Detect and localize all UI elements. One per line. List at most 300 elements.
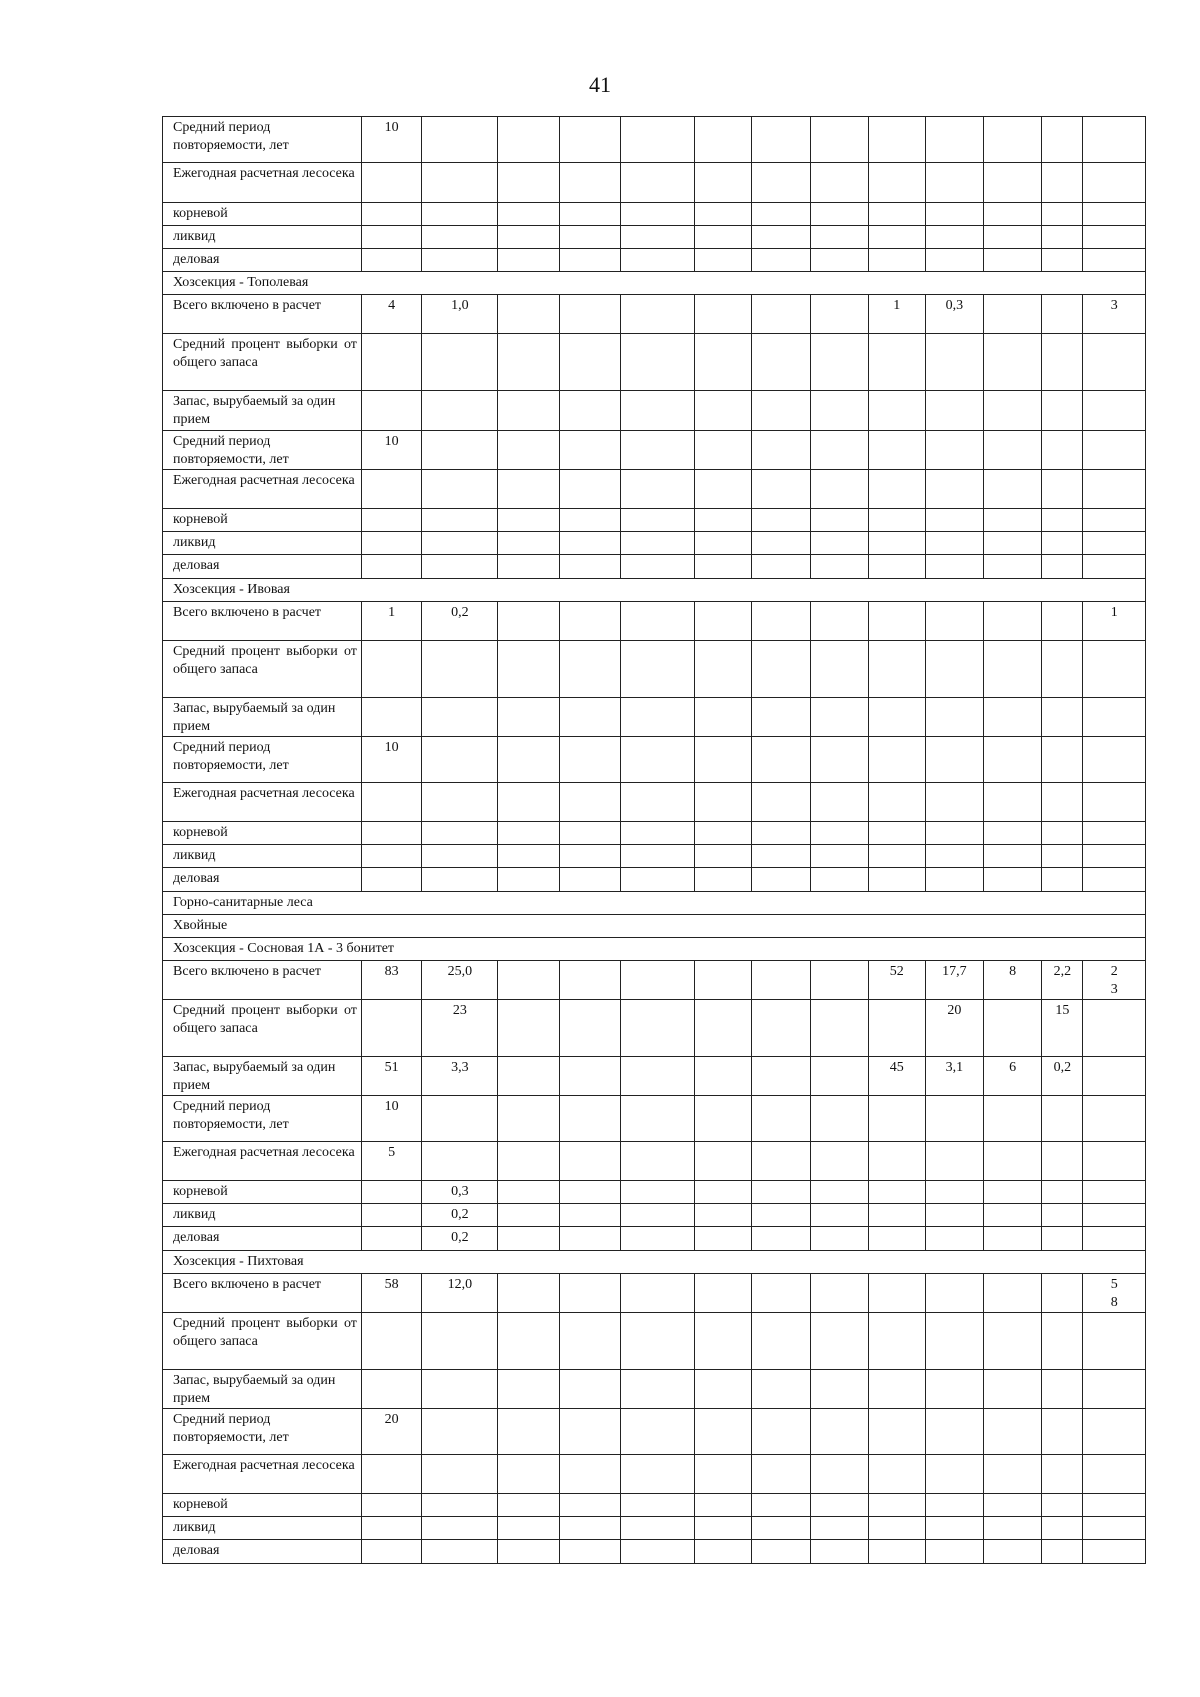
row-label: Запас, вырубаемый за один прием	[163, 1057, 362, 1096]
table-cell	[810, 295, 868, 334]
table-cell	[695, 1313, 752, 1370]
table-cell	[810, 1057, 868, 1096]
cell-line: 3	[1110, 982, 1118, 997]
table-cell	[752, 509, 810, 532]
table-cell	[1083, 203, 1146, 226]
table-cell: 3	[1083, 295, 1146, 334]
table-cell	[361, 1227, 421, 1251]
row-label: ликвид	[163, 845, 362, 868]
table-cell	[984, 1540, 1042, 1564]
table-cell	[868, 226, 925, 249]
table-cell: 5	[361, 1142, 421, 1181]
table-cell: 2,2	[1042, 961, 1083, 1000]
table-cell	[925, 532, 983, 555]
table-cell	[868, 1181, 925, 1204]
table-cell	[422, 1096, 498, 1142]
section-header-row	[163, 1251, 1146, 1274]
table-cell	[1083, 961, 1146, 1000]
table-row	[163, 470, 1146, 509]
table-cell	[868, 163, 925, 203]
table-cell	[984, 203, 1042, 226]
table-cell	[559, 470, 620, 509]
table-row	[163, 1142, 1146, 1181]
table-row	[163, 1227, 1146, 1251]
table-cell	[868, 249, 925, 272]
table-cell	[695, 1181, 752, 1204]
table-cell	[1083, 1057, 1146, 1096]
table-cell	[810, 249, 868, 272]
table-cell: 0,2	[422, 602, 498, 641]
table-cell	[1042, 249, 1083, 272]
table-cell	[810, 1096, 868, 1142]
table-cell	[559, 737, 620, 783]
row-label: Средний период повторяемости, лет	[163, 117, 362, 163]
table-cell	[810, 117, 868, 163]
table-cell	[422, 226, 498, 249]
table-cell	[559, 1057, 620, 1096]
table-cell	[498, 698, 559, 737]
table-cell	[498, 431, 559, 470]
table-cell	[810, 822, 868, 845]
table-cell	[925, 641, 983, 698]
table-cell	[559, 226, 620, 249]
table-cell	[621, 295, 695, 334]
table-cell	[361, 509, 421, 532]
table-cell	[925, 226, 983, 249]
row-label: деловая	[163, 868, 362, 892]
table-cell	[925, 822, 983, 845]
table-cell	[752, 163, 810, 203]
table-cell	[868, 737, 925, 783]
table-cell	[498, 783, 559, 822]
table-cell	[621, 117, 695, 163]
table-cell	[498, 868, 559, 892]
table-cell	[984, 431, 1042, 470]
table-cell	[752, 845, 810, 868]
table-cell	[422, 203, 498, 226]
table-cell	[422, 845, 498, 868]
table-cell	[498, 1000, 559, 1057]
table-cell	[422, 1142, 498, 1181]
table-cell	[695, 1517, 752, 1540]
table-cell	[925, 1370, 983, 1409]
table-cell	[925, 783, 983, 822]
table-cell	[752, 532, 810, 555]
table-cell	[621, 1227, 695, 1251]
section-header-row	[163, 915, 1146, 938]
table-cell	[422, 249, 498, 272]
row-label: Средний период повторяемости, лет	[163, 1409, 362, 1455]
table-cell	[868, 783, 925, 822]
table-cell	[559, 1142, 620, 1181]
table-cell	[361, 698, 421, 737]
table-cell	[752, 203, 810, 226]
table-cell	[361, 1181, 421, 1204]
table-cell	[559, 431, 620, 470]
row-label: Всего включено в расчет	[163, 1274, 362, 1313]
table-cell	[559, 334, 620, 391]
table-row	[163, 822, 1146, 845]
table-cell	[559, 822, 620, 845]
table-cell	[752, 1057, 810, 1096]
row-label: Ежегодная расчетная лесосека	[163, 163, 362, 203]
table-cell	[361, 226, 421, 249]
table-cell	[810, 641, 868, 698]
table-cell	[498, 203, 559, 226]
table-cell	[422, 117, 498, 163]
table-cell	[1083, 163, 1146, 203]
table-cell	[752, 1227, 810, 1251]
table-cell	[498, 295, 559, 334]
table-cell	[422, 163, 498, 203]
table-cell: 6	[984, 1057, 1042, 1096]
table-cell	[984, 1096, 1042, 1142]
table-cell	[925, 117, 983, 163]
table-cell	[621, 1000, 695, 1057]
table-cell	[1042, 737, 1083, 783]
table-cell	[695, 1455, 752, 1494]
table-cell	[695, 1227, 752, 1251]
table-cell	[752, 737, 810, 783]
table-row	[163, 1370, 1146, 1409]
table-cell	[810, 1313, 868, 1370]
table-cell: 0,3	[925, 295, 983, 334]
table-cell	[810, 1000, 868, 1057]
table-row	[163, 698, 1146, 737]
table-cell	[752, 1409, 810, 1455]
row-label: Ежегодная расчетная лесосека	[163, 1142, 362, 1181]
table-cell	[422, 1455, 498, 1494]
row-label: Ежегодная расчетная лесосека	[163, 1455, 362, 1494]
table-cell	[810, 1274, 868, 1313]
table-row	[163, 1494, 1146, 1517]
table-cell	[621, 249, 695, 272]
table-cell	[1042, 1313, 1083, 1370]
table-cell	[559, 1227, 620, 1251]
row-label: ликвид	[163, 1517, 362, 1540]
table-cell	[559, 249, 620, 272]
table-cell	[422, 509, 498, 532]
table-cell	[559, 203, 620, 226]
table-cell	[752, 1540, 810, 1564]
row-label: Средний период повторяемости, лет	[163, 737, 362, 783]
table-cell	[1083, 1181, 1146, 1204]
table-cell	[695, 431, 752, 470]
table-cell	[925, 431, 983, 470]
table-cell	[621, 163, 695, 203]
table-cell: 4	[361, 295, 421, 334]
table-cell	[1042, 1370, 1083, 1409]
table-cell	[868, 117, 925, 163]
table-cell	[695, 822, 752, 845]
table-cell	[559, 1517, 620, 1540]
table-cell	[925, 1181, 983, 1204]
table-cell	[695, 1057, 752, 1096]
table-cell	[752, 1142, 810, 1181]
table-cell	[1083, 641, 1146, 698]
table-cell	[1083, 391, 1146, 431]
table-cell	[1042, 868, 1083, 892]
table-cell	[810, 509, 868, 532]
section-header-row	[163, 892, 1146, 915]
table-cell	[695, 1096, 752, 1142]
cell-line: 2	[1110, 964, 1118, 979]
table-cell	[422, 783, 498, 822]
table-cell	[422, 737, 498, 783]
table-cell	[1083, 783, 1146, 822]
table-cell	[868, 509, 925, 532]
table-cell	[621, 555, 695, 579]
table-cell	[361, 391, 421, 431]
table-cell	[752, 1370, 810, 1409]
table-cell	[1083, 1517, 1146, 1540]
table-cell	[752, 295, 810, 334]
table-cell	[1083, 509, 1146, 532]
table-cell	[1083, 117, 1146, 163]
table-row	[163, 961, 1146, 1000]
table-cell	[621, 334, 695, 391]
row-label: Запас, вырубаемый за один прием	[163, 1370, 362, 1409]
table-cell	[752, 334, 810, 391]
table-cell	[1083, 1540, 1146, 1564]
table-cell	[621, 845, 695, 868]
table-cell	[498, 1494, 559, 1517]
table-cell	[984, 1274, 1042, 1313]
table-cell	[810, 868, 868, 892]
table-cell	[695, 845, 752, 868]
table-cell	[1042, 203, 1083, 226]
table-row	[163, 163, 1146, 203]
table-cell	[621, 1313, 695, 1370]
table-cell	[925, 1274, 983, 1313]
table-row	[163, 641, 1146, 698]
table-cell	[498, 391, 559, 431]
row-label: ликвид	[163, 532, 362, 555]
table-cell: 3,3	[422, 1057, 498, 1096]
row-label: ликвид	[163, 1204, 362, 1227]
table-cell: 3,1	[925, 1057, 983, 1096]
table-cell	[925, 737, 983, 783]
table-cell	[559, 1204, 620, 1227]
table-cell	[868, 868, 925, 892]
table-cell: 10	[361, 737, 421, 783]
table-cell	[498, 470, 559, 509]
table-cell	[1042, 470, 1083, 509]
table-cell	[925, 1227, 983, 1251]
table-cell	[810, 1494, 868, 1517]
table-cell	[810, 1181, 868, 1204]
table-cell	[695, 226, 752, 249]
table-row	[163, 391, 1146, 431]
table-cell	[1083, 1142, 1146, 1181]
table-cell	[1042, 117, 1083, 163]
table-cell	[498, 1313, 559, 1370]
table-cell	[1042, 1204, 1083, 1227]
table-cell: 20	[361, 1409, 421, 1455]
table-cell	[1083, 334, 1146, 391]
table-cell	[984, 1142, 1042, 1181]
table-row	[163, 295, 1146, 334]
table-cell	[984, 1204, 1042, 1227]
table-row	[163, 602, 1146, 641]
table-cell	[422, 641, 498, 698]
table-cell	[559, 1494, 620, 1517]
table-cell	[1042, 509, 1083, 532]
table-cell	[868, 391, 925, 431]
table-row	[163, 1517, 1146, 1540]
table-cell	[695, 555, 752, 579]
table-cell	[695, 470, 752, 509]
table-cell	[984, 1494, 1042, 1517]
table-cell	[422, 698, 498, 737]
table-cell	[810, 391, 868, 431]
table-cell	[868, 334, 925, 391]
table-cell	[925, 203, 983, 226]
table-cell	[695, 783, 752, 822]
table-cell	[498, 822, 559, 845]
table-cell	[559, 555, 620, 579]
table-cell	[1042, 602, 1083, 641]
table-cell	[810, 1455, 868, 1494]
table-row	[163, 249, 1146, 272]
table-cell	[925, 1540, 983, 1564]
table-cell	[1042, 1227, 1083, 1251]
table-cell	[361, 1455, 421, 1494]
table-cell	[1083, 431, 1146, 470]
row-label: корневой	[163, 203, 362, 226]
table-cell	[925, 868, 983, 892]
table-cell	[498, 334, 559, 391]
table-cell	[868, 1096, 925, 1142]
table-cell	[559, 532, 620, 555]
table-cell	[984, 470, 1042, 509]
table-cell	[422, 822, 498, 845]
table-cell	[361, 845, 421, 868]
table-cell	[752, 698, 810, 737]
table-row	[163, 226, 1146, 249]
table-cell	[361, 1313, 421, 1370]
table-cell	[498, 1409, 559, 1455]
table-cell	[810, 532, 868, 555]
table-cell	[621, 1517, 695, 1540]
table-cell	[621, 1409, 695, 1455]
table-cell	[752, 783, 810, 822]
table-cell	[422, 334, 498, 391]
table-cell	[621, 961, 695, 1000]
table-cell	[695, 249, 752, 272]
row-label: корневой	[163, 822, 362, 845]
table-cell	[925, 1494, 983, 1517]
table-cell	[498, 117, 559, 163]
table-cell: 0,3	[422, 1181, 498, 1204]
table-cell	[868, 1540, 925, 1564]
table-cell	[984, 249, 1042, 272]
table-row	[163, 1409, 1146, 1455]
table-cell	[1042, 391, 1083, 431]
table-cell	[810, 783, 868, 822]
table-cell	[984, 1370, 1042, 1409]
table-cell	[621, 226, 695, 249]
table-row	[163, 117, 1146, 163]
table-cell	[868, 1517, 925, 1540]
table-cell	[868, 1494, 925, 1517]
table-cell	[559, 845, 620, 868]
table-cell	[559, 961, 620, 1000]
table-cell	[752, 226, 810, 249]
table-cell: 15	[1042, 1000, 1083, 1057]
table-cell	[752, 555, 810, 579]
table-cell	[621, 1181, 695, 1204]
row-label: Ежегодная расчетная лесосека	[163, 470, 362, 509]
table-cell: 23	[422, 1000, 498, 1057]
table-cell	[695, 737, 752, 783]
table-cell	[984, 1409, 1042, 1455]
table-cell	[984, 334, 1042, 391]
table-cell	[498, 961, 559, 1000]
table-cell	[1042, 1274, 1083, 1313]
table-row	[163, 532, 1146, 555]
table-cell	[361, 532, 421, 555]
table-cell	[810, 1204, 868, 1227]
table-cell	[925, 1142, 983, 1181]
row-label: Средний период повторяемости, лет	[163, 431, 362, 470]
table-cell	[925, 391, 983, 431]
table-cell	[810, 1409, 868, 1455]
table-cell	[695, 1274, 752, 1313]
page-number: 41	[589, 72, 611, 97]
table-cell	[621, 532, 695, 555]
table-cell: 12,0	[422, 1274, 498, 1313]
table-cell	[695, 698, 752, 737]
table-cell	[1042, 641, 1083, 698]
table-cell	[559, 1455, 620, 1494]
table-cell: 1	[1083, 602, 1146, 641]
row-label: корневой	[163, 1181, 362, 1204]
table-cell	[925, 1204, 983, 1227]
section-title: Хвойные	[163, 915, 1146, 938]
table-cell	[810, 1370, 868, 1409]
table-cell	[1083, 1409, 1146, 1455]
table-cell	[984, 509, 1042, 532]
row-label: Всего включено в расчет	[163, 295, 362, 334]
table-cell	[559, 1181, 620, 1204]
table-cell	[752, 1313, 810, 1370]
table-cell	[984, 602, 1042, 641]
table-cell	[422, 868, 498, 892]
table-cell	[868, 1274, 925, 1313]
section-title: Хозсекция - Пихтовая	[163, 1251, 1146, 1274]
table-cell	[925, 845, 983, 868]
table-cell	[984, 226, 1042, 249]
table-cell	[1042, 295, 1083, 334]
table-cell	[925, 1409, 983, 1455]
table-cell	[752, 961, 810, 1000]
table-cell	[361, 555, 421, 579]
table-cell	[422, 532, 498, 555]
row-label: корневой	[163, 1494, 362, 1517]
table-cell	[984, 391, 1042, 431]
table-cell	[1083, 1494, 1146, 1517]
table-cell	[1042, 845, 1083, 868]
table-cell	[1042, 1181, 1083, 1204]
table-cell: 0,2	[422, 1227, 498, 1251]
table-cell: 0,2	[1042, 1057, 1083, 1096]
table-cell	[695, 1142, 752, 1181]
table-cell	[925, 1313, 983, 1370]
table-cell	[984, 163, 1042, 203]
table-cell	[752, 1096, 810, 1142]
table-cell	[925, 249, 983, 272]
